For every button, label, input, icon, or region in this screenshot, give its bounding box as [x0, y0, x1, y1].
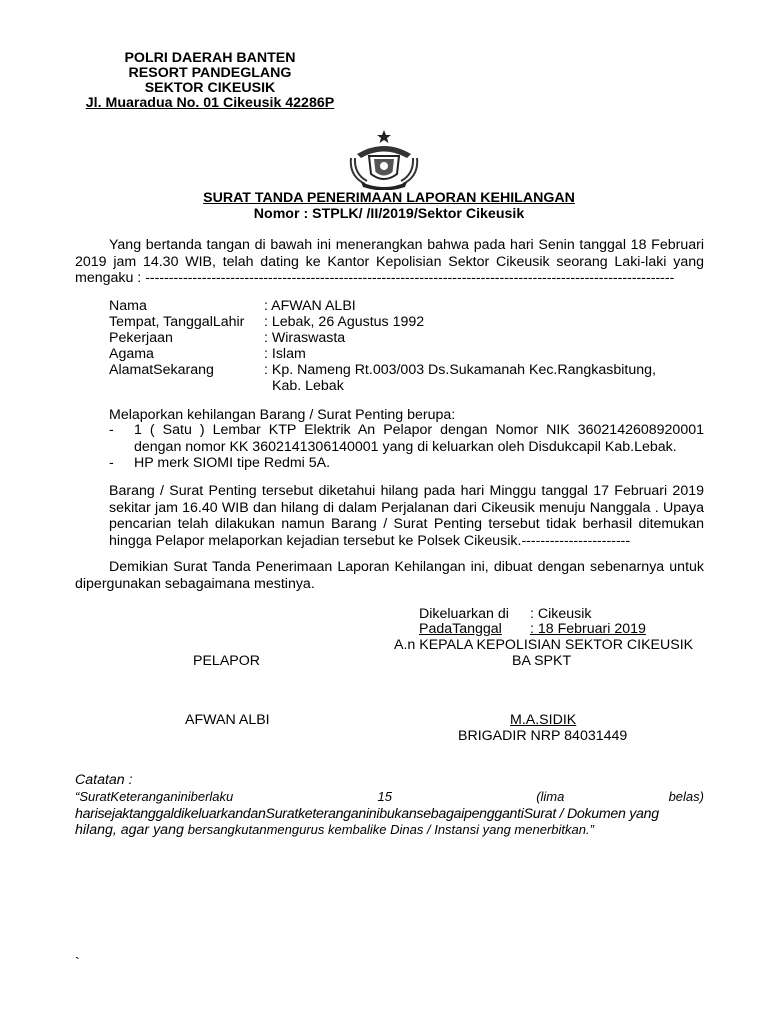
note-line-3 [75, 822, 704, 839]
letterhead-line-3: SEKTOR CIKEUSIK [144, 80, 276, 96]
lost-paragraph [109, 483, 704, 549]
note-body [75, 789, 704, 839]
issued-place-value: : Cikeusik [530, 606, 592, 622]
lost-item-1-line-1: 1 ( Satu ) Lembar KTP Elektrik An Pelapor dengan Nomor NIK 3602142608920001 [134, 422, 704, 438]
intro-line-2: 2019 jam 14.30 WIB, telah dating ke Kantor Kepolisian Sektor Cikeusik seorang Laki-laki yang [75, 253, 704, 270]
reporter-name: AFWAN ALBI [185, 712, 270, 728]
officer-name: M.A.SIDIK [510, 712, 577, 728]
list-item [134, 422, 704, 455]
identity-label-birth: Tempat, TanggalLahir [109, 314, 245, 330]
letterhead-line-2: RESORT PANDEGLANG [128, 65, 292, 81]
lost-line-4: hingga Pelapor melaporkan kejadian tersebut ke Polsek Cikeusik.----------------------- [109, 532, 631, 549]
lost-line-1: Barang / Surat Penting tersebut diketahui hilang pada hari Minggu tanggal 17 Februari 2019 [109, 483, 704, 499]
police-emblem-icon [347, 128, 421, 190]
lost-item-1-line-2: dengan nomor KK 3602141306140001 yang di keluarkan oleh Disdukcapil Kab.Lebak. [134, 438, 677, 455]
identity-value-address: : Kp. Nameng Rt.003/003 Ds.Sukamanah Kec.Rangkasbitung, [264, 362, 656, 378]
note-line-3-b: bersangkutanmengurus kembalike Dinas / Instansi yang menerbitkan.” [187, 822, 594, 837]
note-line-1 [75, 789, 704, 806]
identity-label-religion: Agama [109, 346, 154, 362]
officer-role-line-2: BA SPKT [512, 653, 572, 669]
letterhead-address: Jl. Muaradua No. 01 Cikeusik 42286P [85, 95, 335, 111]
issued-place-label: Dikeluarkan di [419, 606, 509, 622]
closing-line-2: dipergunakan sebagaimana mestinya. [75, 575, 315, 592]
identity-value-occupation: : Wiraswasta [264, 330, 346, 346]
identity-value-address-cont: Kab. Lebak [272, 378, 344, 394]
officer-role-line-1: A.n KEPALA KEPOLISIAN SEKTOR CIKEUSIK [394, 637, 694, 653]
note-line-1-d: belas) [668, 789, 704, 804]
identity-label-occupation: Pekerjaan [109, 330, 173, 346]
closing-line-1: Demikian Surat Tanda Penerimaan Laporan Kehilangan ini, dibuat dengan sebenarnya untuk [109, 559, 704, 575]
note-line-3-a: hilang, agar yang [75, 822, 188, 838]
issued-date-label: PadaTanggal [419, 621, 502, 637]
reporter-role: PELAPOR [193, 653, 261, 669]
report-heading: Melaporkan kehilangan Barang / Surat Penting berupa: [109, 407, 456, 423]
identity-label-address: AlamatSekarang [109, 362, 214, 378]
document-title: SURAT TANDA PENERIMAAN LAPORAN KEHILANGAN [203, 190, 575, 206]
intro-line-1: Yang bertanda tangan di bawah ini menerangkan bahwa pada hari Senin tanggal 18 Februari [109, 237, 704, 253]
note-line-1-c: (lima [536, 789, 565, 804]
issued-date-value: : 18 Februari 2019 [530, 621, 646, 637]
identity-value-name: : AFWAN ALBI [264, 298, 356, 314]
note-heading: Catatan : [75, 772, 133, 788]
officer-rank: BRIGADIR NRP 84031449 [458, 728, 628, 744]
letterhead [80, 51, 340, 111]
identity-value-birth: : Lebak, 26 Agustus 1992 [264, 314, 425, 330]
closing-paragraph [75, 559, 704, 592]
note-line-2: harisejaktanggaldikeluarkandanSuratketeranganinibukansebagaipenggantiSurat / Dokumen yang [75, 805, 659, 822]
identity-value-religion: : Islam [264, 346, 306, 362]
lost-line-3: pencarian telah dilakukan namun Barang / Surat Penting tersebut tidak berhasil ditemukan [109, 516, 704, 532]
note-line-1-a: “SuratKeteranganiniberlaku [75, 789, 234, 804]
list-bullet: - [109, 455, 114, 471]
intro-line-3: mengaku : ---------------------------------------------------------------------------------------------------------------- [75, 270, 675, 286]
intro-paragraph [75, 237, 704, 287]
identity-label-name: Nama [109, 298, 147, 314]
lost-item-2: HP merk SIOMI tipe Redmi 5A. [134, 455, 331, 471]
stray-mark: ` [75, 955, 80, 971]
document-number: Nomor : STPLK/ /II/2019/Sektor Cikeusik [253, 206, 525, 222]
letterhead-line-1: POLRI DAERAH BANTEN [124, 50, 296, 66]
lost-line-2: sekitar jam 16.40 WIB dan hilang di dalam Perjalanan dari Cikeusik menuju Nanggala . Upaya [109, 499, 704, 516]
note-line-1-b: 15 [377, 789, 392, 804]
list-bullet: - [109, 422, 114, 438]
